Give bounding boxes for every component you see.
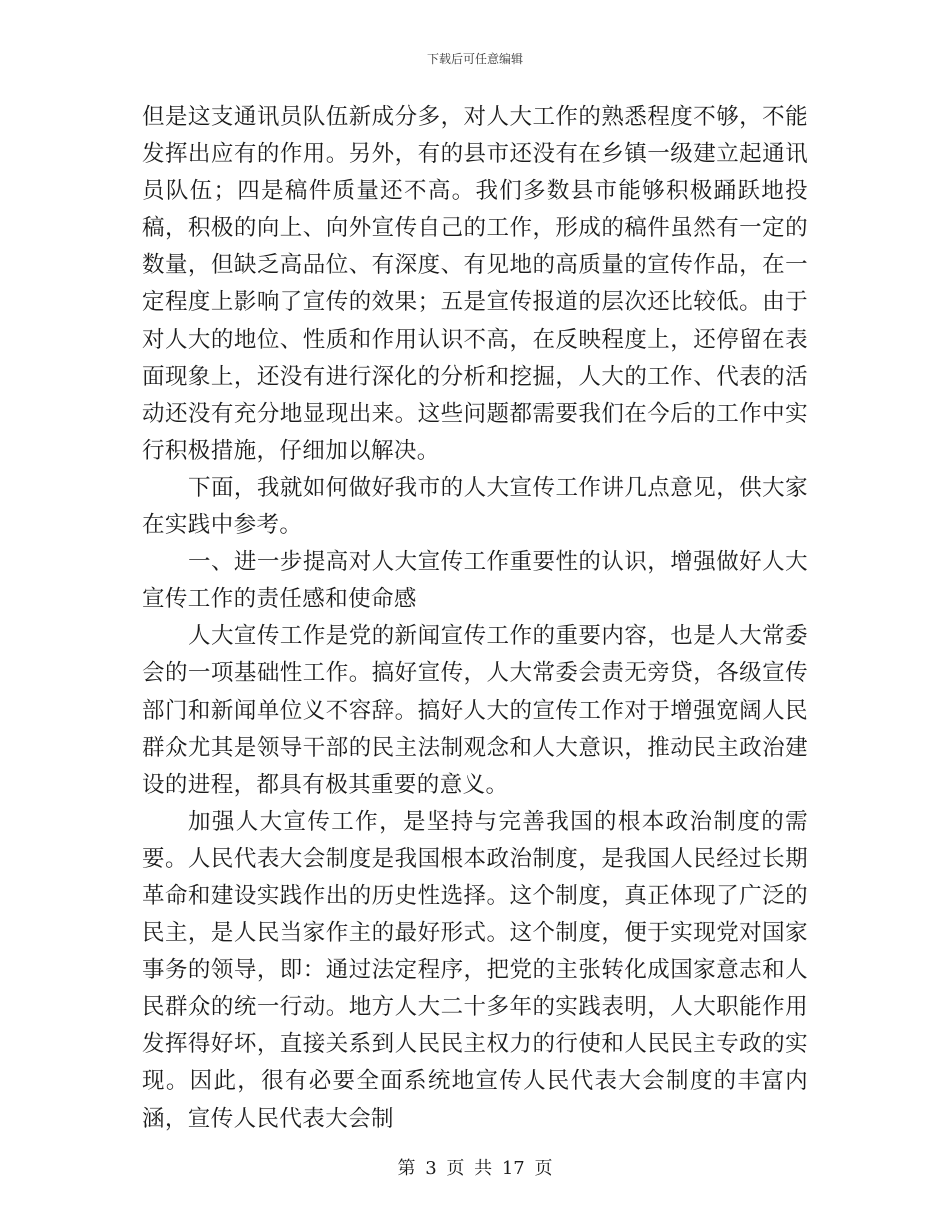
paragraph-intro: 下面，我就如何做好我市的人大宣传工作讲几点意见，供大家在实践中参考。 xyxy=(142,474,808,539)
document-body xyxy=(142,99,808,1138)
page-header-note: 下载后可任意编辑 xyxy=(426,52,523,66)
paragraph-continued: 但是这支通讯员队伍新成分多，对人大工作的熟悉程度不够，不能发挥出应有的作用。另外，有的县市还没有在乡镇一级建立起通讯员队伍；四是稿件质量还不高。我们多数县市能够积极踊跃地投稿，积极的向上、向外宣传自己的工作，形成的稿件虽然有一定的数量，但缺乏高品位、有深度、有见地的高质量的宣传作品，在一定程度上影响了宣传的效果；五是宣传报道的层次还比较低。由于对人大的地位、性质和作用认识不高，在反映程度上，还停留在表面现象上，还没有进行深化的分析和挖掘，人大的工作、代表的活动还没有充分地显现出来。这些问题都需要我们在今后的工作中实行积极措施，仔细加以解决。 xyxy=(142,104,808,464)
paragraph-importance: 人大宣传工作是党的新闻宣传工作的重要内容，也是人大常委会的一项基础性工作。搞好宣传，人大常委会责无旁贷，各级宣传部门和新闻单位义不容辞。搞好人大的宣传工作对于增强宽阔人民群众尤其是领导干部的民主法制观念和人大意识，推动民主政治建设的进程，都具有极其重要的意义。 xyxy=(142,623,808,798)
page-number: 第 3 页 共 17 页 xyxy=(397,1158,553,1179)
section-heading-1: 一、进一步提高对人大宣传工作重要性的认识，增强做好人大宣传工作的责任感和使命感 xyxy=(142,549,808,613)
paragraph-system: 加强人大宣传工作，是坚持与完善我国的根本政治制度的需要。人民代表大会制度是我国根本政治制度，是我国人民经过长期革命和建设实践作出的历史性选择。这个制度，真正体现了广泛的民主，是人民当家作主的最好形式。这个制度，便于实现党对国家事务的领导，即：通过法定程序，把党的主张转化成国家意志和人民群众的统一行动。地方人大二十多年的实践表明，人大职能作用发挥得好坏，直接关系到人民民主权力的行使和人民民主专政的实现。因此，很有必要全面系统地宣传人民代表大会制度的丰富内涵，宣传人民代表大会制 xyxy=(142,808,808,1132)
